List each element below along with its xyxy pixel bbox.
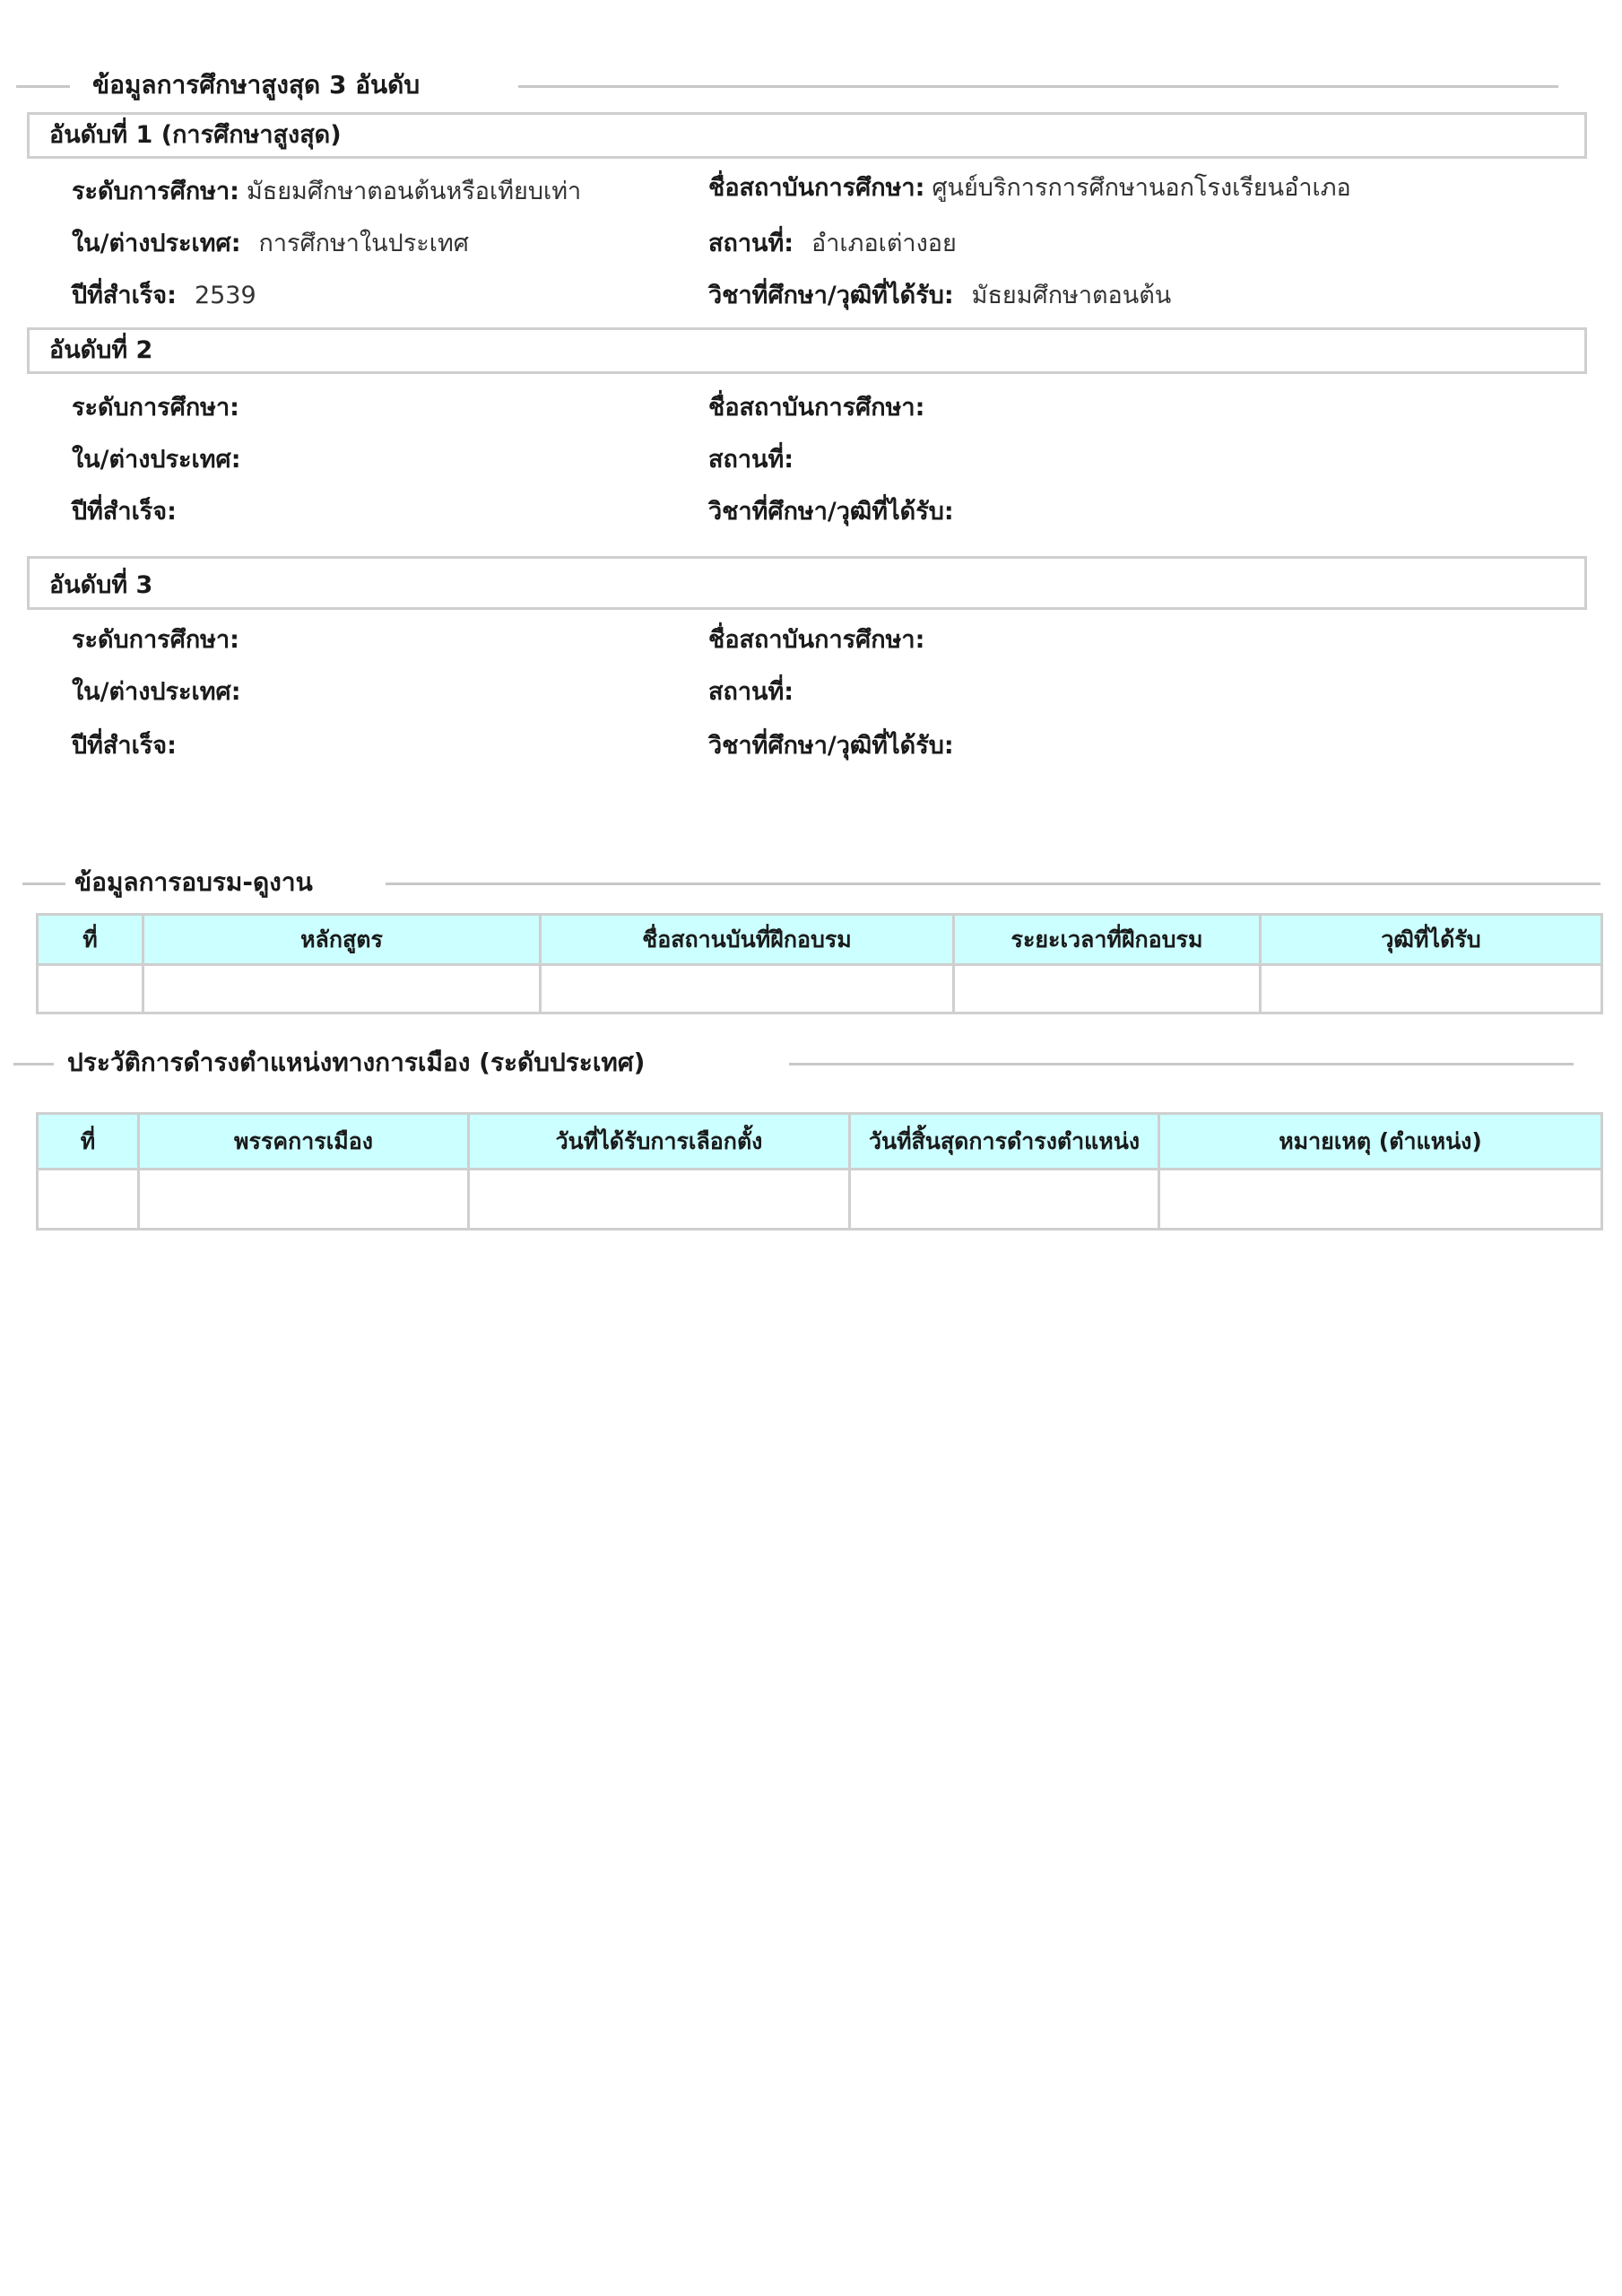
political-title: ประวัติการดำรงตำแหน่งทางการเมือง (ระดับประเทศ) [67,1048,646,1077]
divider [386,883,1600,885]
rank-1-institution: ชื่อสถาบันการศึกษา: ศูนย์บริการการศึกษานอกโรงเรียนอำเภอ [708,174,1351,202]
table-cell [38,1170,139,1230]
table-cell [541,965,954,1013]
col-header: ที่ [38,1114,139,1170]
rank-2-year: ปีที่สำเร็จ: [72,498,177,526]
rank-2-header [27,327,1587,374]
rank-3-header [27,556,1587,610]
col-header: ชื่อสถานบันที่ฝึกอบรม [541,915,954,965]
divider [16,85,70,88]
rank-2-institution: ชื่อสถาบันการศึกษา: [708,394,925,422]
rank-1-title: อันดับที่ 1 (การศึกษาสูงสุด) [49,121,342,149]
political-section-title [13,1045,1574,1081]
rank-3-title: อันดับที่ 3 [49,571,153,599]
rank-3-domestic: ใน/ต่างประเทศ: [72,678,241,706]
divider [789,1063,1574,1065]
rank-2-domestic: ใน/ต่างประเทศ: [72,446,241,474]
political-header-row [38,1114,1602,1170]
col-header: วันที่สิ้นสุดการดำรงตำแหน่ง [850,1114,1159,1170]
table-row [38,1170,1602,1230]
col-header: พรรคการเมือง [139,1114,469,1170]
rank-2-level: ระดับการศึกษา: [72,394,239,422]
table-cell [469,1170,850,1230]
divider [518,85,1558,88]
rank-2-location: สถานที่: [708,446,794,474]
col-header: วุฒิที่ได้รับ [1261,915,1602,965]
divider [22,883,65,885]
rank-3-major: วิชาที่ศึกษา/วุฒิที่ได้รับ: [708,732,954,760]
divider [13,1063,54,1065]
education-section-title [16,67,1558,103]
table-cell [850,1170,1159,1230]
table-cell [1261,965,1602,1013]
table-cell [143,965,541,1013]
rank-1-major: วิชาที่ศึกษา/วุฒิที่ได้รับ: มัธยมศึกษาตอนต้น [708,282,1172,309]
rank-1-year: ปีที่สำเร็จ: 2539 [72,282,256,309]
rank-3-level: ระดับการศึกษา: [72,626,239,654]
rank-1-domestic: ใน/ต่างประเทศ: การศึกษาในประเทศ [72,230,469,257]
col-header: ระยะเวลาที่ฝึกอบรม [954,915,1261,965]
rank-2-title: อันดับที่ 2 [49,336,153,364]
table-cell [139,1170,469,1230]
training-header-row [38,915,1602,965]
rank-1-location: สถานที่: อำเภอเต่างอย [708,230,957,257]
table-row [38,965,1602,1013]
training-title: ข้อมูลการอบรม-ดูงาน [74,867,313,897]
education-title: ข้อมูลการศึกษาสูงสุด 3 อันดับ [92,70,421,100]
col-header: วันที่ได้รับการเลือกตั้ง [469,1114,850,1170]
political-table [36,1112,1603,1231]
rank-2-major: วิชาที่ศึกษา/วุฒิที่ได้รับ: [708,498,954,526]
col-header: ที่ [38,915,143,965]
table-cell [954,965,1261,1013]
table-cell [38,965,143,1013]
col-header: หลักสูตร [143,915,541,965]
rank-1-level: ระดับการศึกษา: มัธยมศึกษาตอนต้นหรือเทียบเท่า [72,178,582,205]
col-header: หมายเหตุ (ตำแหน่ง) [1159,1114,1602,1170]
rank-3-location: สถานที่: [708,678,794,706]
table-cell [1159,1170,1602,1230]
rank-1-header [27,112,1587,159]
rank-3-institution: ชื่อสถาบันการศึกษา: [708,626,925,654]
training-table [36,913,1603,1014]
training-section-title [22,865,1600,900]
rank-3-year: ปีที่สำเร็จ: [72,732,177,760]
